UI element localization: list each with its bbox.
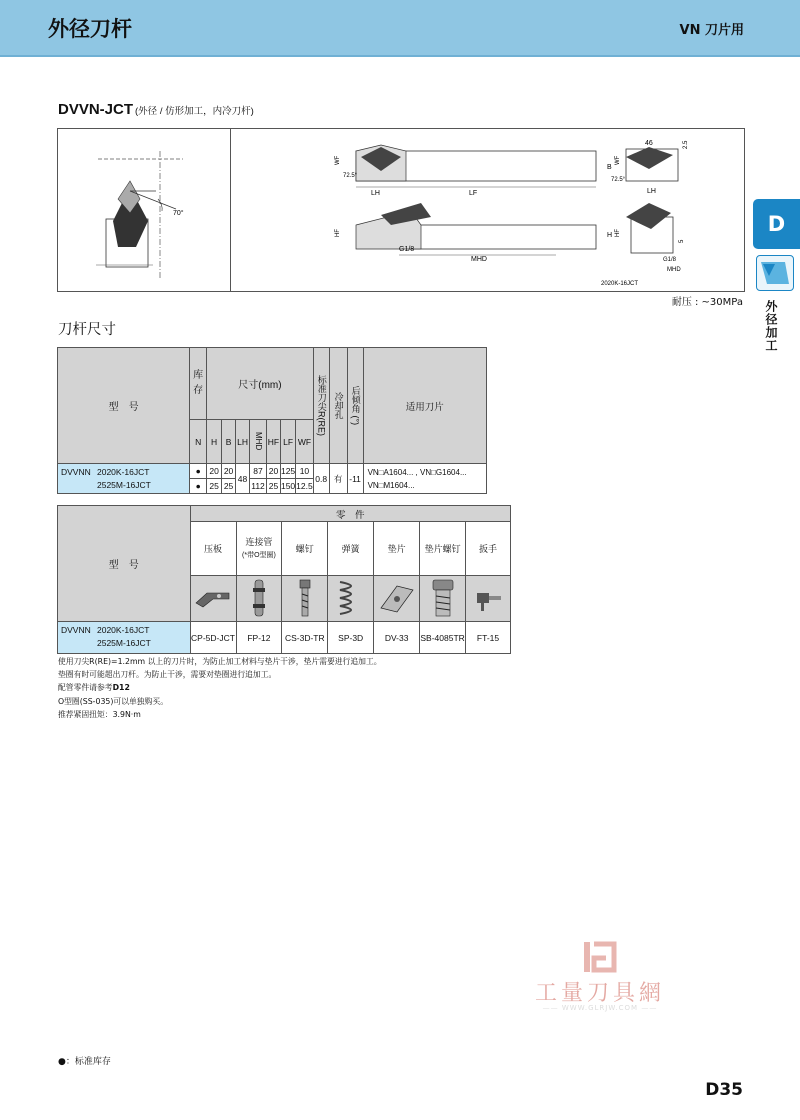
insert-header: 适用刀片 [363, 348, 486, 464]
re-value: 0.8 [313, 464, 329, 494]
col-n: N [190, 420, 207, 464]
page-header [0, 0, 800, 57]
turning-tool-icon [756, 255, 794, 291]
model-cell [58, 464, 190, 494]
section-title [58, 101, 254, 118]
spring-icon [328, 576, 374, 622]
part-col-wrench: 扳手 [466, 522, 511, 576]
dimensions-title: 刀杆尺寸 [58, 322, 116, 338]
angle-70-label: 70° [173, 210, 184, 217]
col-wf: WF [296, 420, 314, 464]
coolant-header [329, 348, 347, 464]
stock-header [190, 348, 207, 420]
dims-header: 尺寸(mm) [207, 348, 314, 420]
pressure-rating: 耐压 : ~30MPa [671, 297, 743, 308]
dim-wf-top: WF [335, 155, 341, 165]
watermark-url: —— WWW.GLRJW.COM —— [542, 1004, 658, 1012]
stock-dot-2: ● [190, 479, 207, 494]
part-screw-code: CS-3D-TR [282, 622, 328, 654]
table-row [58, 622, 511, 654]
dim-mhd-right: MHD [667, 267, 681, 273]
dim-lf: LF [469, 190, 478, 197]
screw-icon [282, 576, 328, 622]
part-wrench-code: FT-15 [466, 622, 511, 654]
dim-lh-right: LH [647, 188, 656, 195]
part-shim-code: DV-33 [374, 622, 420, 654]
dim-lh-top: LH [371, 190, 380, 197]
dim-2-5: 2.5 [683, 140, 689, 149]
shim-icon [374, 576, 420, 622]
watermark [520, 940, 680, 1020]
row2-wf: 12.5 [296, 479, 314, 494]
dim-g18: G1/8 [399, 246, 415, 253]
model-header: 型 号 [58, 348, 190, 464]
part-col-tube-label: 连接管 [245, 536, 273, 547]
part-clamp-code: CP-5D-JCT [190, 622, 236, 654]
note-2: 垫圈有时可能超出刀杆。为防止干涉，需要对垫圈进行追加工。 [58, 670, 277, 680]
angle-72-5-right: 72.5° [611, 177, 626, 183]
col-mhd [250, 420, 267, 464]
row1-hf: 20 [266, 464, 280, 479]
parts-table [57, 505, 511, 654]
col-hf: HF [266, 420, 280, 464]
part-col-spring: 弹簧 [328, 522, 374, 576]
note-ref-page: D12 [112, 683, 130, 693]
row2-b: 25 [222, 479, 236, 494]
notes [58, 655, 382, 721]
row2-mhd: 112 [250, 479, 267, 494]
dim-5: 5 [679, 239, 685, 243]
wrench-icon [466, 576, 511, 622]
part-col-screw: 螺钉 [282, 522, 328, 576]
header-category: VN 刀片用 [679, 23, 744, 38]
dim-46: 46 [645, 140, 653, 147]
clamp-icon [190, 576, 236, 622]
part-col-shim: 垫片 [374, 522, 420, 576]
part-shim-screw-code: SB-4085TR [420, 622, 466, 654]
stock-dot-1: ● [190, 464, 207, 479]
row1-b: 20 [222, 464, 236, 479]
model-2: 2525M-16JCT [97, 479, 151, 490]
coolant-value: 有 [329, 464, 347, 494]
note-ref [58, 681, 382, 694]
parts-series-name: DVVNN [61, 625, 91, 635]
chapter-tab[interactable]: D [753, 199, 800, 249]
col-h: H [207, 420, 222, 464]
tool-drawing [57, 128, 745, 292]
re-header [313, 348, 329, 464]
row1-lf: 125 [280, 464, 295, 479]
parts-model-header: 型 号 [58, 506, 191, 622]
page-number: D35 [705, 1080, 743, 1100]
chapter-label: 外径加工 [764, 300, 778, 352]
part-col-clamp: 压板 [190, 522, 236, 576]
note-4: 推荐紧固扭矩：3.9N·m [58, 709, 141, 719]
table-row [58, 464, 487, 479]
col-lf: LF [280, 420, 295, 464]
watermark-name: 工量刀具網 [534, 981, 665, 1006]
dimensions-table [57, 347, 487, 494]
insert-line-1: VN□A1604... , VN□G1604... [367, 467, 467, 477]
note-ref-text: 配管零件请参考 [58, 683, 113, 693]
row1-h: 20 [207, 464, 222, 479]
dim-hf: HF [335, 229, 341, 237]
part-spring-code: SP-3D [328, 622, 374, 654]
col-lh: LH [236, 420, 250, 464]
angle-72-5-label: 72.5° [343, 173, 358, 179]
section-model: DVVN-JCT [58, 101, 134, 118]
insert-line-2: VN□M1604... [367, 480, 415, 490]
part-col-shim-screw: 垫片螺钉 [420, 522, 466, 576]
dim-g18-right: G1/8 [663, 257, 677, 263]
rake-header-text: 后倾角 (°) [350, 385, 361, 426]
parts-header: 零 件 [190, 506, 510, 522]
tube-icon [236, 576, 282, 622]
row2-hf: 25 [266, 479, 280, 494]
section-subtitle: (外径 / 仿形加工，内冷刀杆) [135, 106, 254, 117]
parts-model-2: 2525M-16JCT [97, 638, 151, 648]
page-title: 外径刀杆 [48, 17, 132, 41]
lh-value: 48 [236, 464, 250, 494]
rake-value: -11 [347, 464, 363, 494]
note-1: 使用刀尖R(RE)=1.2mm 以上的刀片时，为防止加工材料与垫片干涉，垫片需要进行追加工。 [58, 657, 382, 666]
stock-legend: ●：标准库存 [58, 1057, 111, 1067]
shim-screw-icon [420, 576, 466, 622]
dim-h: H [607, 232, 613, 239]
col-b: B [222, 420, 236, 464]
row1-wf: 10 [296, 464, 314, 479]
part-col-tube-sub: (*带O型圈) [242, 551, 276, 559]
re-header-text: 标准刀尖R(RE) [316, 375, 327, 436]
stock-header-text: 库存 [193, 370, 204, 396]
cutting-angle-figure [58, 129, 230, 291]
dim-hf-right: HF [615, 229, 621, 237]
dim-mhd: MHD [471, 256, 487, 263]
row2-lf: 150 [280, 479, 295, 494]
holder-views [231, 129, 743, 291]
part-tube-code: FP-12 [236, 622, 282, 654]
model-1: 2020K-16JCT [97, 466, 150, 477]
insert-cell [363, 464, 486, 494]
row1-mhd: 87 [250, 464, 267, 479]
coolant-header-text: 冷却孔 [333, 392, 344, 419]
parts-model-cell [58, 622, 191, 654]
dim-wf-right: WF [615, 155, 621, 165]
parts-model-1: 2020K-16JCT [97, 625, 150, 635]
dim-b: B [607, 164, 612, 171]
drawing-model-label: 2020K-16JCT [601, 281, 639, 287]
rake-header [347, 348, 363, 464]
watermark-logo [582, 940, 618, 974]
note-3: O型圈(SS-035)可以单独购买。 [58, 696, 168, 706]
row2-h: 25 [207, 479, 222, 494]
col-mhd-text: MHD [254, 432, 263, 451]
series-name: DVVNN [61, 466, 91, 477]
part-col-tube [236, 522, 282, 576]
